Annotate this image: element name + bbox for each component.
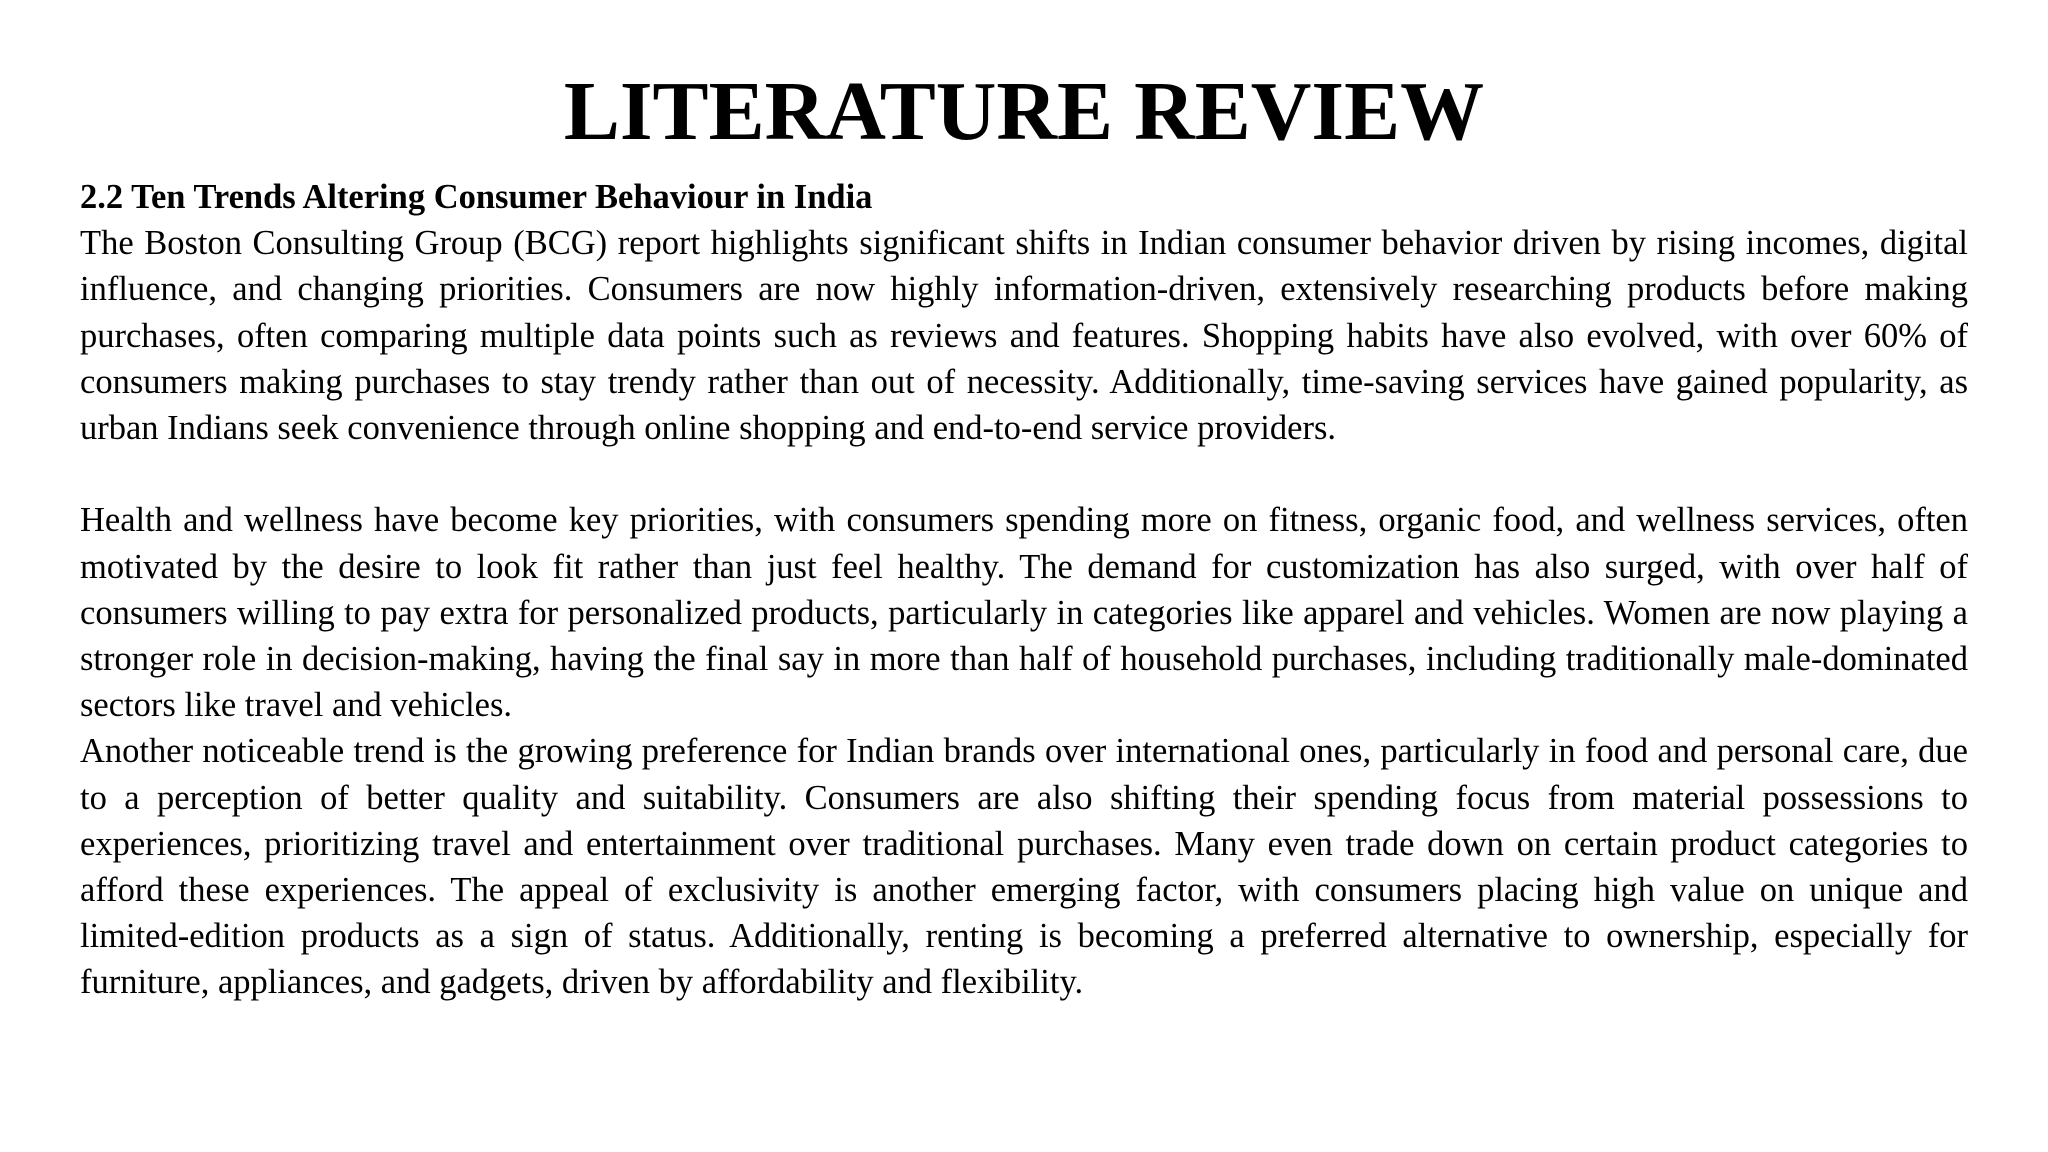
paragraph-1: The Boston Consulting Group (BCG) report highlights significant shifts in Indian consumer behavior driven by rising incomes, digital influence, and changing priorities. Consumers are now highly information-driven, extensively researching products before making purchases, often comparing multiple data points such as reviews and features. Shopping habits have also evolved, with over 60% of consumers making purchases to stay trendy rather than out of necessity. Additionally, time-saving services have gained popularity, as urban Indians seek convenience through online shopping and end-to-end service providers. (80, 224, 1968, 448)
section-heading: 2.2 Ten Trends Altering Consumer Behaviour in India (80, 178, 873, 216)
slide-title: LITERATURE REVIEW (563, 65, 1485, 158)
paragraph-2: Health and wellness have become key priorities, with consumers spending more on fitness, organic food, and wellness services, often motivated by the desire to look fit rather than just feel healthy. The demand for customization has also surged, with over half of consumers willing to pay extra for personalized products, particularly in categories like apparel and vehicles. Women are now playing a stronger role in decision-making, having the final say in more than half of household purchases, including traditionally male-dominated sectors like travel and vehicles. (80, 501, 1968, 725)
slide-content (80, 174, 1968, 1006)
paragraph-3: Another noticeable trend is the growing preference for Indian brands over international ones, particularly in food and personal care, due to a perception of better quality and suitability. Consumers are also shifting their spending focus from material possessions to experiences, prioritizing travel and entertainment over traditional purchases. Many even trade down on certain product categories to afford these experiences. The appeal of exclusivity is another emerging factor, with consumers placing high value on unique and limited-edition products as a sign of status. Additionally, renting is becoming a preferred alternative to ownership, especially for furniture, appliances, and gadgets, driven by affordability and flexibility. (80, 732, 1968, 1002)
paragraph-spacer (80, 451, 1968, 497)
